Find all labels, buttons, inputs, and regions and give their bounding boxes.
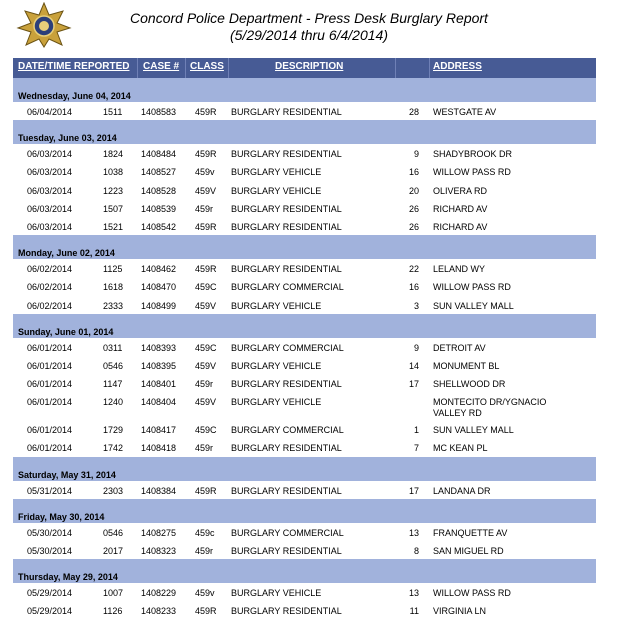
table-row <box>13 199 596 217</box>
col-date-time: DATE/TIME REPORTED <box>18 61 130 72</box>
row-address: SHELLWOOD DR <box>433 379 506 390</box>
row-description: BURGLARY COMMERCIAL <box>231 527 344 538</box>
date-group-header <box>13 78 596 102</box>
row-address: WILLOW PASS RD <box>433 282 511 293</box>
table-row <box>13 144 596 162</box>
row-description: BURGLARY RESIDENTIAL <box>231 107 342 117</box>
row-date: 05/30/2014 <box>27 546 73 556</box>
row-address: SHADYBROOK DR <box>433 149 513 160</box>
row-case: 1408542 <box>141 221 177 232</box>
row-street-number: 7 <box>413 443 419 454</box>
row-description: BURGLARY RESIDENTIAL <box>231 221 342 232</box>
row-time: 1147 <box>103 379 123 390</box>
row-time: 2333 <box>103 300 124 311</box>
row-time: 1742 <box>103 443 124 454</box>
row-description: BURGLARY RESIDENTIAL <box>231 485 342 496</box>
row-class: 459R <box>195 485 217 496</box>
row-description: BURGLARY VEHICLE <box>231 300 322 311</box>
table-row <box>13 102 596 120</box>
row-street-number: 14 <box>408 360 419 371</box>
row-street-number: 9 <box>413 342 419 353</box>
row-street-number: 26 <box>408 221 419 232</box>
row-time: 1618 <box>103 282 124 293</box>
row-date: 06/02/2014 <box>27 282 73 293</box>
row-description: BURGLARY VEHICLE <box>231 588 322 599</box>
row-address: OLIVERA RD <box>433 185 488 196</box>
table-row <box>13 420 596 438</box>
date-group-header <box>13 314 596 338</box>
row-case: 1408583 <box>141 107 177 117</box>
row-address: WILLOW PASS RD <box>433 167 511 178</box>
row-address: MONTECITO DR/YGNACIO VALLEY RD <box>433 397 547 419</box>
row-class: 459V <box>195 397 217 408</box>
row-date: 05/29/2014 <box>27 588 73 599</box>
date-group-label: Tuesday, June 03, 2014 <box>18 133 117 144</box>
row-time: 1521 <box>103 221 124 232</box>
row-class: 459c <box>195 527 215 538</box>
row-time: 1125 <box>103 264 123 275</box>
row-date: 06/02/2014 <box>27 300 73 311</box>
row-time: 2303 <box>103 485 124 496</box>
row-class: 459V <box>195 360 217 371</box>
row-date: 05/30/2014 <box>27 527 73 538</box>
date-group-label: Sunday, June 01, 2014 <box>18 326 114 337</box>
row-description: BURGLARY COMMERCIAL <box>231 342 344 353</box>
row-description: BURGLARY RESIDENTIAL <box>231 379 342 390</box>
row-address: SUN VALLEY MALL <box>433 425 514 436</box>
row-date: 06/01/2014 <box>27 342 73 353</box>
row-case: 1408418 <box>141 443 177 454</box>
date-group-header <box>13 559 596 583</box>
row-date: 06/04/2014 <box>27 107 73 117</box>
col-address: ADDRESS <box>433 61 482 72</box>
row-street-number: 17 <box>408 485 419 496</box>
row-date: 05/29/2014 <box>27 606 73 617</box>
row-class: 459R <box>195 149 217 160</box>
row-address: WILLOW PASS RD <box>433 588 511 599</box>
row-street-number: 13 <box>408 588 419 599</box>
table-row <box>13 277 596 295</box>
col-description: DESCRIPTION <box>275 61 344 72</box>
row-street-number: 20 <box>408 185 419 196</box>
row-class: 459V <box>195 185 217 196</box>
row-street-number: 13 <box>408 527 419 538</box>
row-address: WESTGATE AV <box>433 107 497 117</box>
table-row <box>13 481 596 499</box>
row-street-number: 11 <box>409 606 419 617</box>
row-street-number: 28 <box>408 107 419 117</box>
row-date: 06/02/2014 <box>27 264 73 275</box>
row-class: 459r <box>195 546 214 556</box>
row-description: BURGLARY VEHICLE <box>231 167 322 178</box>
row-class: 459V <box>195 300 217 311</box>
row-case: 1408395 <box>141 360 177 371</box>
row-class: 459r <box>195 379 214 390</box>
row-street-number: 16 <box>408 282 419 293</box>
row-case: 1408404 <box>141 397 177 408</box>
table-row <box>13 296 596 314</box>
row-case: 1408393 <box>141 342 177 353</box>
row-description: BURGLARY VEHICLE <box>231 185 322 196</box>
date-group-label: Saturday, May 31, 2014 <box>18 469 116 480</box>
row-case: 1408384 <box>141 485 177 496</box>
table-row <box>13 541 596 559</box>
row-address: SUN VALLEY MALL <box>433 300 514 311</box>
row-description: BURGLARY RESIDENTIAL <box>231 546 342 556</box>
table-row <box>13 438 596 456</box>
date-group-header <box>13 120 596 144</box>
row-time: 0546 <box>103 360 124 371</box>
row-date: 06/01/2014 <box>27 360 73 371</box>
date-group-label: Friday, May 30, 2014 <box>18 511 105 522</box>
date-group-header <box>13 457 596 481</box>
table-row <box>13 217 596 235</box>
row-class: 459R <box>195 221 217 232</box>
row-address: MC KEAN PL <box>433 443 488 454</box>
row-time: 2017 <box>103 546 124 556</box>
row-description: BURGLARY RESIDENTIAL <box>231 149 342 160</box>
col-class: CLASS <box>190 61 224 72</box>
row-description: BURGLARY RESIDENTIAL <box>231 203 342 214</box>
row-date: 06/03/2014 <box>27 203 73 214</box>
row-address: MONUMENT BL <box>433 360 500 371</box>
table-row <box>13 583 596 601</box>
row-case: 1408539 <box>141 203 177 214</box>
row-case: 1408229 <box>141 588 177 599</box>
table-row <box>13 392 596 420</box>
row-class: 459C <box>195 342 217 353</box>
row-class: 459R <box>195 264 217 275</box>
row-case: 1408417 <box>141 425 177 436</box>
row-description: BURGLARY RESIDENTIAL <box>231 606 342 617</box>
row-street-number: 16 <box>408 167 419 178</box>
row-case: 1408401 <box>141 379 177 390</box>
row-address: RICHARD AV <box>433 221 488 232</box>
table-row <box>13 162 596 180</box>
row-address: RICHARD AV <box>433 203 488 214</box>
row-description: BURGLARY COMMERCIAL <box>231 282 344 293</box>
row-case: 1408323 <box>141 546 177 556</box>
row-description: BURGLARY VEHICLE <box>231 397 322 408</box>
row-time: 1511 <box>103 107 123 117</box>
row-date: 06/03/2014 <box>27 149 73 160</box>
row-street-number: 17 <box>408 379 419 390</box>
column-header-bar <box>13 58 596 78</box>
report-subtitle: (5/29/2014 thru 6/4/2014) <box>229 27 388 43</box>
row-class: 459R <box>195 107 217 117</box>
row-case: 1408233 <box>141 606 177 617</box>
row-date: 06/01/2014 <box>27 425 73 436</box>
row-case: 1408470 <box>141 282 177 293</box>
row-case: 1408275 <box>141 527 177 538</box>
row-time: 1007 <box>103 588 124 599</box>
row-time: 1729 <box>103 425 124 436</box>
row-street-number: 1 <box>413 425 419 436</box>
row-address: VIRGINIA LN <box>433 606 487 617</box>
table-row <box>13 338 596 356</box>
row-date: 06/01/2014 <box>27 443 73 454</box>
date-group-header <box>13 499 596 523</box>
row-street-number: 8 <box>413 546 419 556</box>
row-address: DETROIT AV <box>433 342 486 353</box>
row-description: BURGLARY RESIDENTIAL <box>231 264 342 275</box>
row-street-number: 26 <box>408 203 419 214</box>
row-street-number: 22 <box>408 264 419 275</box>
row-address: LELAND WY <box>433 264 486 275</box>
row-time: 1038 <box>103 167 124 178</box>
row-time: 1507 <box>103 203 124 214</box>
report-title: Concord Police Department - Press Desk Burglary Report <box>130 10 488 26</box>
row-address: FRANQUETTE AV <box>433 527 508 538</box>
row-case: 1408527 <box>141 167 177 178</box>
row-description: BURGLARY COMMERCIAL <box>231 425 344 436</box>
row-class: 459v <box>195 167 215 178</box>
table-row <box>13 181 596 199</box>
date-group-label: Thursday, May 29, 2014 <box>18 572 118 583</box>
row-class: 459C <box>195 282 217 293</box>
row-time: 0546 <box>103 527 124 538</box>
row-time: 1223 <box>103 185 124 196</box>
table-row <box>13 374 596 392</box>
date-group-label: Monday, June 02, 2014 <box>18 248 115 259</box>
row-case: 1408484 <box>141 149 177 160</box>
row-time: 1126 <box>103 606 123 617</box>
row-time: 0311 <box>103 342 123 353</box>
row-case: 1408462 <box>141 264 177 275</box>
row-time: 1240 <box>103 397 124 408</box>
row-case: 1408499 <box>141 300 177 311</box>
row-street-number: 9 <box>413 149 419 160</box>
row-date: 06/03/2014 <box>27 185 73 196</box>
row-case: 1408528 <box>141 185 177 196</box>
table-row <box>13 523 596 541</box>
row-date: 06/01/2014 <box>27 397 73 408</box>
date-group-label: Wednesday, June 04, 2014 <box>18 91 131 101</box>
row-date: 06/03/2014 <box>27 221 73 232</box>
row-street-number: 3 <box>413 300 419 311</box>
row-date: 06/03/2014 <box>27 167 73 178</box>
row-address: SAN MIGUEL RD <box>433 546 504 556</box>
row-date: 05/31/2014 <box>27 485 73 496</box>
row-class: 459C <box>195 425 217 436</box>
row-time: 1824 <box>103 149 124 160</box>
row-description: BURGLARY RESIDENTIAL <box>231 443 342 454</box>
row-class: 459R <box>195 606 217 617</box>
row-date: 06/01/2014 <box>27 379 73 390</box>
table-row <box>13 601 596 619</box>
date-group-header <box>13 235 596 259</box>
row-class: 459v <box>195 588 215 599</box>
report-rows <box>13 78 596 620</box>
row-class: 459r <box>195 443 214 454</box>
row-class: 459r <box>195 203 214 214</box>
col-case: CASE # <box>143 61 180 72</box>
table-row <box>13 356 596 374</box>
table-row <box>13 259 596 277</box>
row-address: LANDANA DR <box>433 485 491 496</box>
row-description: BURGLARY VEHICLE <box>231 360 322 371</box>
